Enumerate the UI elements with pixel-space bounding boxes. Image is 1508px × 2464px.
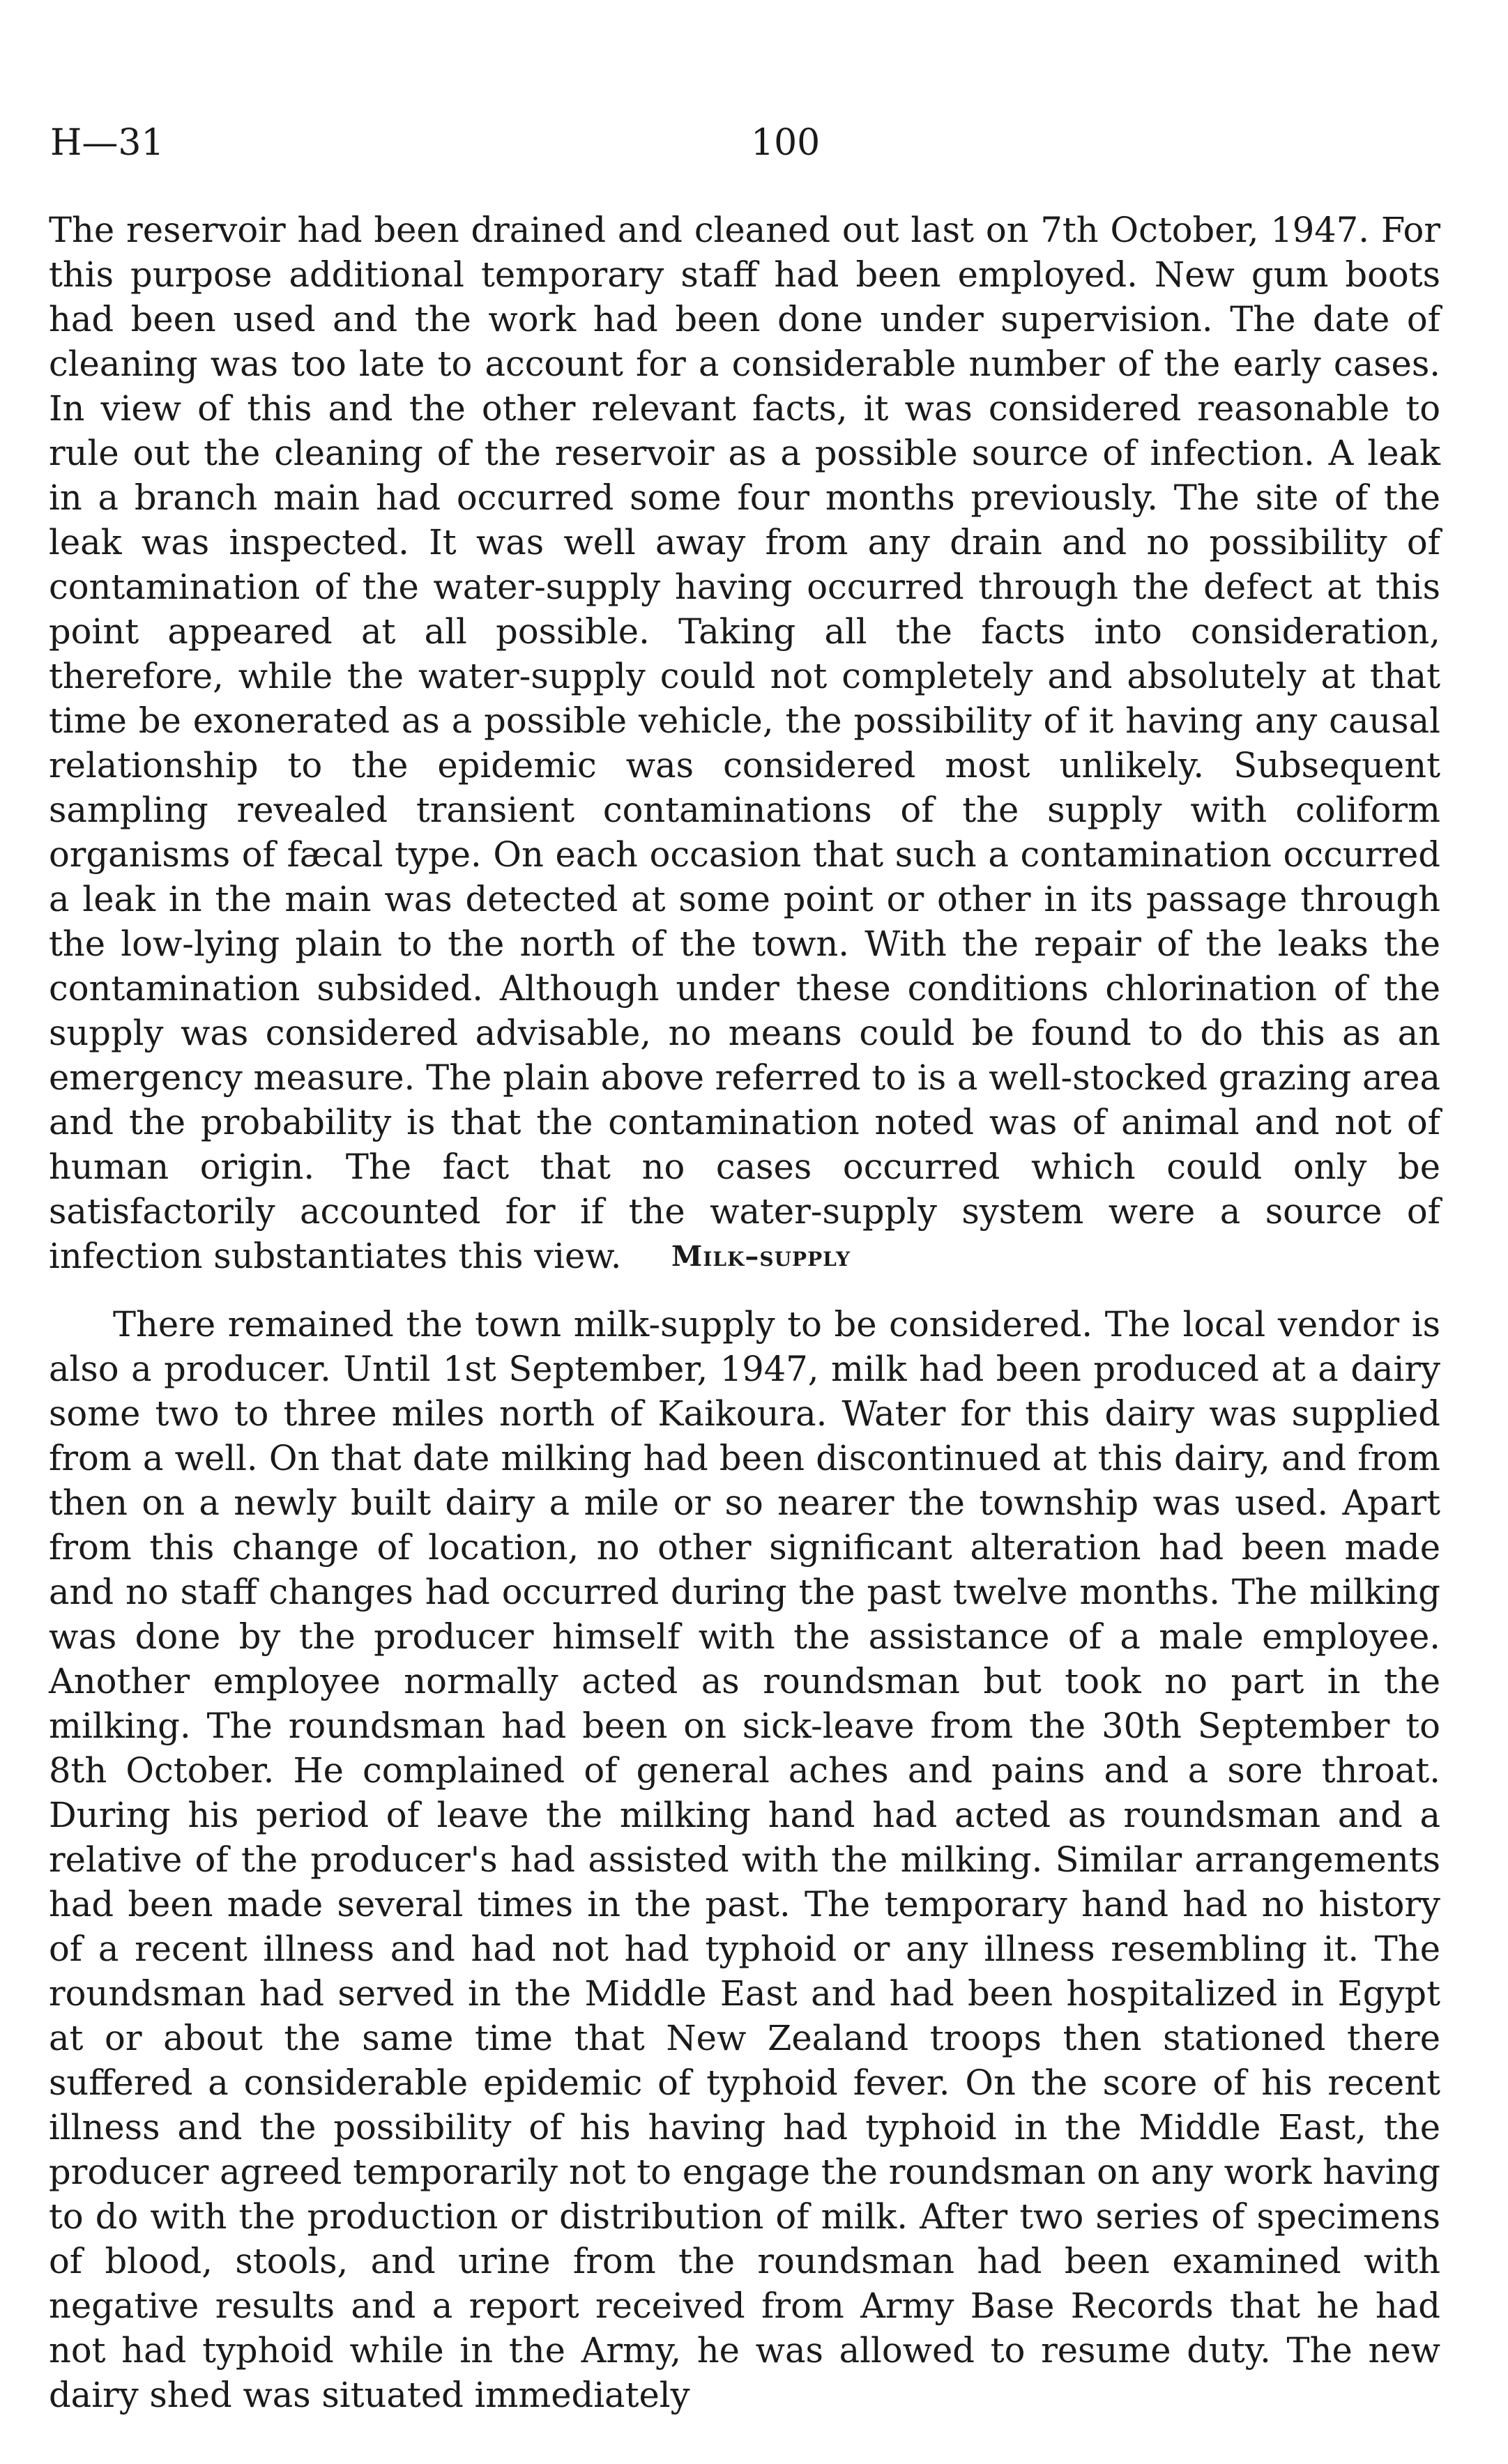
- page-header: [50, 118, 1445, 167]
- body-paragraph-2: There remained the town milk-supply to be considered. The local vendor is also a producer. Until 1st September, 1947, milk had been produced at a dairy some two to three miles north of Kaikoura. Water for this dairy was supplied from a well. On that date milking had been discontinued at this dairy, and from then on a newly built dairy a mile or so nearer the township was used. Apart from this change of location, no other significant alteration had been made and no staff changes had occurred during the past twelve months. The milking was done by the producer himself with the assistance of a male employee. Another employee normally acted as roundsman but took no part in the milking. The roundsman had been on sick-leave from the 30th September to 8th October. He complained of general aches and pains and a sore throat. During his period of leave the milking hand had acted as roundsman and a relative of the producer's had assisted with the milking. Similar arrangements had been made several times in the past. The temporary hand had no history of a recent illness and had not had typhoid or any illness resembling it. The roundsman had served in the Middle East and had been hospitalized in Egypt at or about the same time that New Zealand troops then stationed there suffered a considerable epidemic of typhoid fever. On the score of his recent illness and the possibility of his having had typhoid in the Middle East, the producer agreed temporarily not to engage the roundsman on any work having to do with the production or distribution of milk. After two series of specimens of blood, stools, and urine from the roundsman had been examined with negative results and a report received from Army Base Records that he had not had typhoid while in the Army, he was allowed to resume duty. The new dairy shed was situated immediately: [49, 1304, 1440, 2415]
- body-paragraph-1: The reservoir had been drained and cleaned out last on 7th October, 1947. For this purpose additional temporary staff had been employed. New gum boots had been used and the work had been done under supervision. The date of cleaning was too late to account for a considerable number of the early cases. In view of this and the other relevant facts, it was considered reasonable to rule out the cleaning of the reservoir as a possible source of infection. A leak in a branch main had occurred some four months previously. The site of the leak was inspected. It was well away from any drain and no possibility of contamination of the water-supply having occurred through the defect at this point appeared at all possible. Taking all the facts into consideration, therefore, while the water-supply could not completely and absolutely at that time be exonerated as a possible vehicle, the possibility of it having any causal relationship to the epidemic was considered most unlikely. Subsequent sampling revealed transient contaminations of the supply with coliform organisms of fæcal type. On each occasion that such a contamination occurred a leak in the main was detected at some point or other in its passage through the low-lying plain to the north of the town. With the repair of the leaks the contamination subsided. Although under these conditions chlorination of the supply was considered advisable, no means could be found to do this as an emergency measure. The plain above referred to is a well-stocked grazing area and the probability is that the contamination noted was of animal and not of human origin. The fact that no cases occurred which could only be satisfactorily accounted for if the water-supply system were a source of infection substantiates this view.: [49, 210, 1440, 1276]
- document-reference: H—31: [50, 122, 165, 164]
- section-heading: Milk–supply: [671, 1240, 851, 1273]
- page-number: 100: [751, 122, 821, 164]
